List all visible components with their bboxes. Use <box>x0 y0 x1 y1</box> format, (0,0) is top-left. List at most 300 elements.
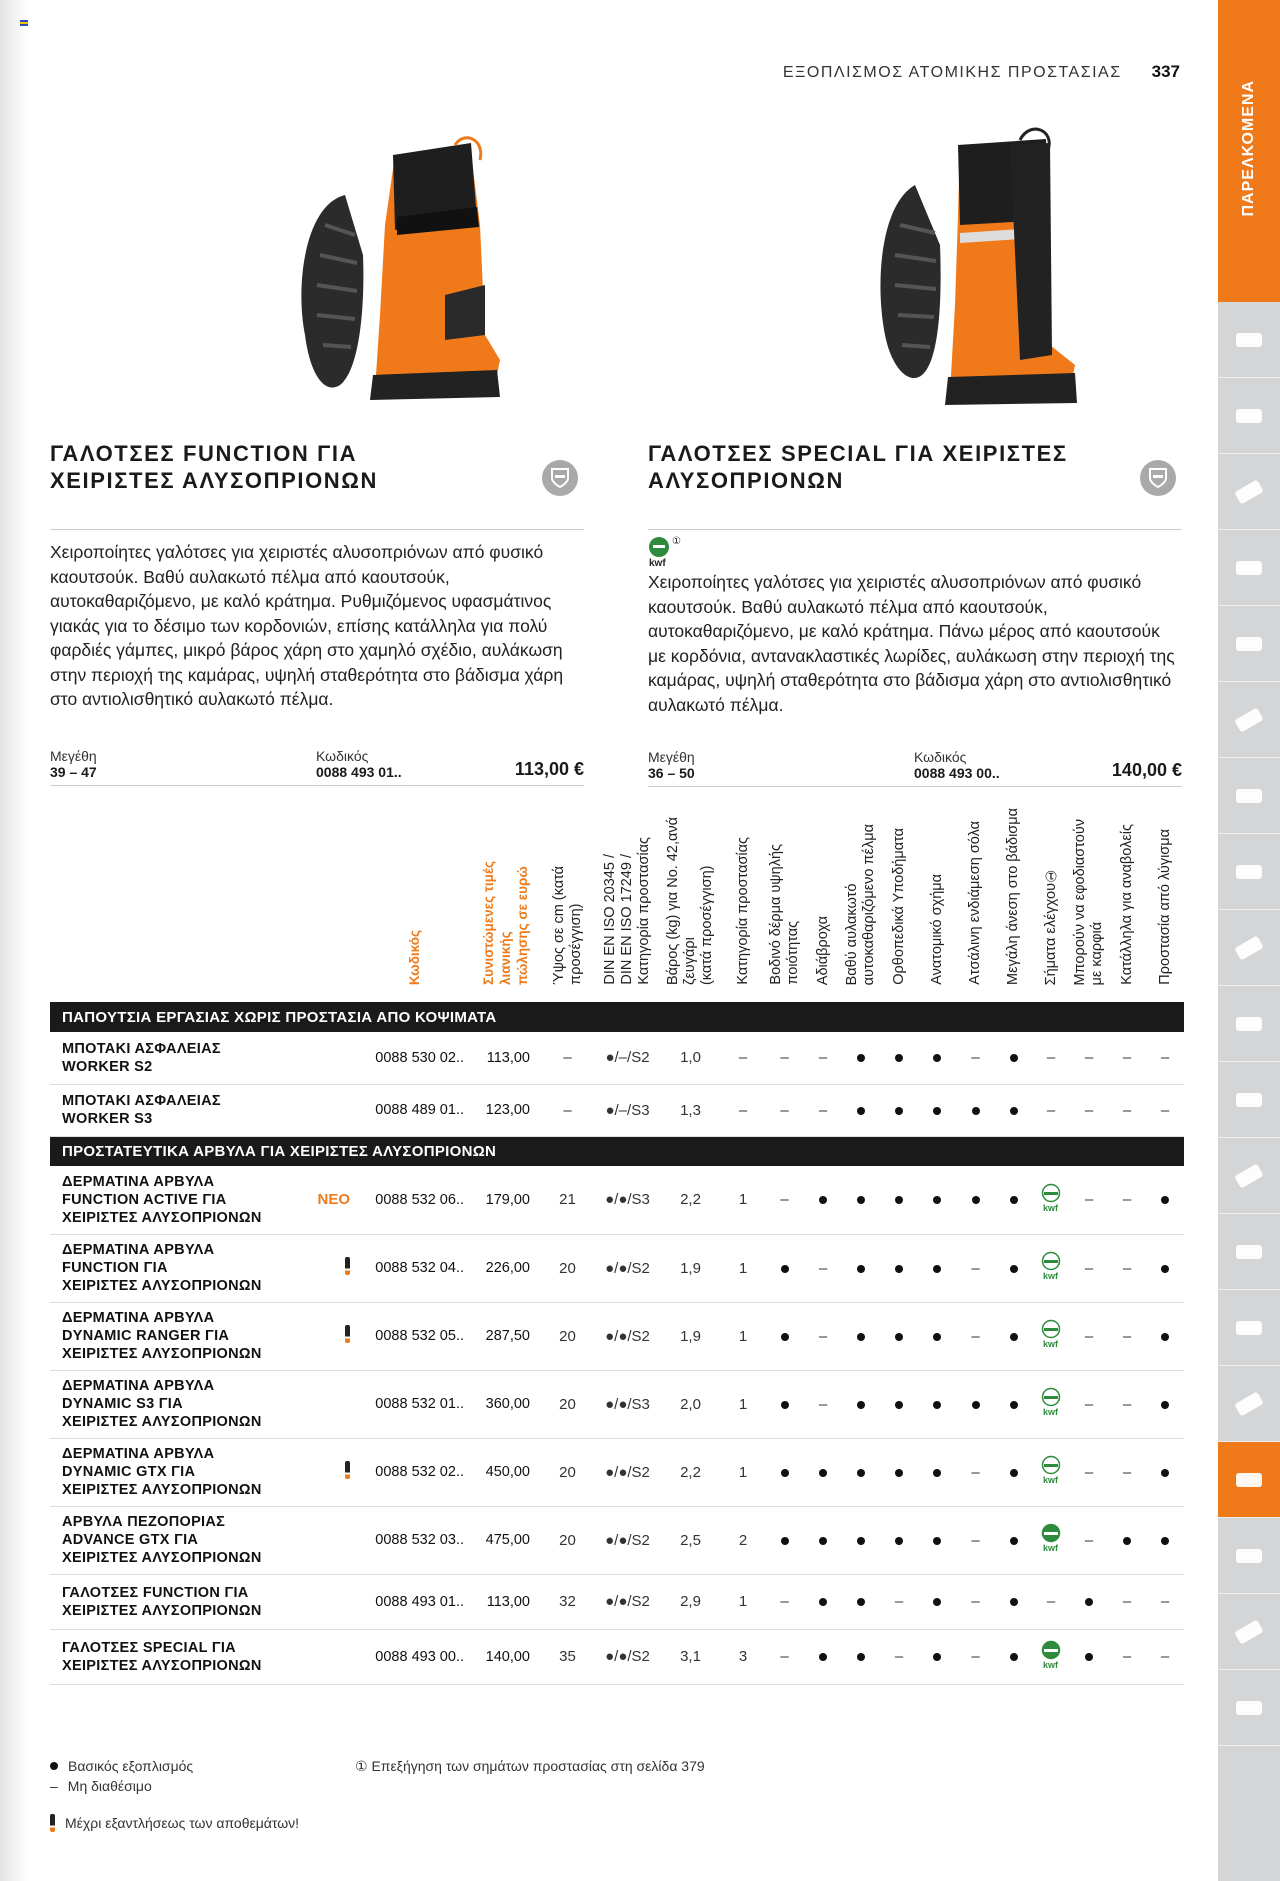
cell-value <box>995 1438 1032 1506</box>
running-header <box>783 62 1180 82</box>
cell-value: – <box>1070 1370 1108 1438</box>
dot-icon <box>1010 1054 1018 1062</box>
cell-value <box>995 1234 1032 1302</box>
cell-value <box>842 1574 880 1629</box>
dot-icon <box>933 1054 941 1062</box>
product-name: ΔΕΡΜΑΤΙΝΑ ΑΡΒΥΛΑ DYNAMIC GTX ΓΙΑ ΧΕΙΡΙΣΤΕΣ ΑΛΥΣΟΠΡΙΟΝΩΝ <box>50 1438 300 1506</box>
code-value: 0088 493 00.. <box>914 765 1000 781</box>
cell-value: – <box>956 1234 995 1302</box>
cell-value <box>804 1574 842 1629</box>
product-price: 113,00 <box>470 1574 540 1629</box>
cell-value: – <box>1108 1370 1146 1438</box>
cell-value <box>918 1234 956 1302</box>
table-header <box>50 780 1184 1002</box>
cell-value <box>995 1574 1032 1629</box>
cell-value <box>918 1302 956 1370</box>
cell-value <box>1032 1234 1070 1302</box>
legend-na <box>50 1778 152 1794</box>
cell-value <box>880 1234 918 1302</box>
cell-value <box>880 1084 918 1136</box>
kwf-icon <box>1040 1455 1062 1485</box>
col-header-text: Μεγάλη άνεση στο βάδισμα <box>1005 808 1021 985</box>
col-header-text: Βοδινό δέρμα υψηλής ποιότητας <box>767 844 801 985</box>
sidebar-item-lawn-mower[interactable] <box>1218 682 1280 758</box>
row-marker <box>300 1370 358 1438</box>
kwf-filled-icon <box>1040 1523 1062 1553</box>
product-name: ΜΠΟΤΑΚΙ ΑΣΦΑΛΕΙΑΣ WORKER S2 <box>50 1032 300 1084</box>
cell-value: – <box>1032 1032 1070 1084</box>
col-header-text: Ανατομικό σχήμα <box>928 874 945 985</box>
sidebar-item-hedge-cutter[interactable] <box>1218 530 1280 606</box>
footnote-mark: ① <box>672 536 681 547</box>
cell-value: – <box>1108 1302 1146 1370</box>
table-row <box>50 1166 1184 1234</box>
dot-icon <box>933 1537 941 1545</box>
dot-icon <box>857 1107 865 1115</box>
cell-value: – <box>540 1084 595 1136</box>
chapter-sidebar <box>1218 0 1280 1881</box>
cell-value: – <box>1032 1084 1070 1136</box>
dot-icon <box>933 1653 941 1661</box>
cell-value: – <box>721 1032 765 1084</box>
col-header-text: Βαθύ αυλακωτό αυτοκαθαριζόμενο πέλμα <box>844 823 877 985</box>
cell-value: 20 <box>540 1370 595 1438</box>
chainsaw-icon <box>1236 637 1262 651</box>
col-header-text: Προστασία από λύγισμα <box>1156 829 1173 985</box>
sidebar-title: ΠΑΡΕΛΚΟΜΕΝΑ <box>1240 80 1257 217</box>
cell-value <box>995 1302 1032 1370</box>
dash-icon: – <box>50 1778 58 1794</box>
svg-text:kwf: kwf <box>649 558 666 568</box>
cell-value <box>918 1574 956 1629</box>
sidebar-item-clothing[interactable] <box>1218 1442 1280 1518</box>
col-header <box>995 780 1032 1002</box>
col-header-text: Κατάλληλα για αναβολείς <box>1118 824 1135 985</box>
product-title-text: ΓΑΛΟΤΣΕΣ FUNCTION ΓΙΑ ΧΕΙΡΙΣΤΕΣ ΑΛΥΣΟΠΡΙΟΝΩΝ <box>50 441 379 493</box>
cell-value <box>1146 1438 1184 1506</box>
col-header-text: Κατηγορία προστασίας <box>734 837 751 985</box>
product-name: ΔΕΡΜΑΤΙΝΑ ΑΡΒΥΛΑ DYNAMIC S3 ΓΙΑ ΧΕΙΡΙΣΤΕΣ ΑΛΥΣΟΠΡΙΟΝΩΝ <box>50 1370 300 1438</box>
cell-value: 1 <box>721 1574 765 1629</box>
legend-stock <box>50 1814 299 1832</box>
cell-value <box>842 1032 880 1084</box>
cell-value: – <box>1070 1032 1108 1084</box>
cell-value: – <box>1070 1506 1108 1574</box>
product-description: Χειροποίητες γαλότσες για χειριστές αλυσοπριόνων από φυσικό καουτσούκ. Βαθύ αυλακωτό πέλμα από καουτσούκ, αυτοκαθαριζόμενο, με καλό κράτημα. Πάνω μέρος από καουτσούκ με κορδόνια, αντανακλαστικές λωρίδες, αυλάκωση στην περιοχή της καμάρας, υψηλή σταθερότητα στο βάδισμα χάρη στο αντιολισθητικό αυλακωτό πέλμα. <box>648 572 1175 715</box>
price: 113,00 € <box>514 758 584 779</box>
row-marker <box>300 1084 358 1136</box>
product-code: 0088 532 02.. <box>358 1438 470 1506</box>
row-marker <box>300 1234 358 1302</box>
cell-value: ●/–/S2 <box>595 1032 660 1084</box>
col-header-text: Βάρος (kg) για No. 42,ανά ζευγάρι (κατά προσέγγιση) <box>665 816 715 985</box>
section-title: ΕΞΟΠΛΙΣΜΟΣ ΑΤΟΜΙΚΗΣ ΠΡΟΣΤΑΣΙΑΣ <box>782 64 1122 81</box>
page-fold-shadow <box>0 0 28 1881</box>
cell-value: – <box>956 1629 995 1684</box>
svg-text:kwf: kwf <box>1043 1407 1059 1417</box>
table-row <box>50 1506 1184 1574</box>
col-header <box>660 780 721 1002</box>
cell-value: – <box>1108 1032 1146 1084</box>
product-code: 0088 493 01.. <box>358 1574 470 1629</box>
col-header <box>765 780 804 1002</box>
col-header-text: Αδιάβροχα <box>814 915 831 985</box>
section-header <box>50 1002 1184 1032</box>
product-code: 0088 489 01.. <box>358 1084 470 1136</box>
dot-icon <box>857 1469 865 1477</box>
dot-icon <box>1010 1333 1018 1341</box>
cell-value: 20 <box>540 1234 595 1302</box>
sidebar-chapter-tab[interactable] <box>1218 0 1280 302</box>
cell-value <box>1032 1438 1070 1506</box>
svg-text:kwf: kwf <box>1043 1475 1059 1485</box>
dot-icon <box>819 1196 827 1204</box>
col-header <box>918 780 956 1002</box>
sidebar-item-chainsaw[interactable] <box>1218 606 1280 682</box>
sidebar-item-sprayer[interactable] <box>1218 1290 1280 1366</box>
row-marker <box>300 1574 358 1629</box>
sizes-label: Μεγέθη <box>648 749 695 765</box>
cell-value <box>765 1370 804 1438</box>
dot-icon <box>1161 1401 1169 1409</box>
dot-icon <box>1123 1537 1131 1545</box>
cell-value: 20 <box>540 1506 595 1574</box>
product-title <box>50 440 584 530</box>
col-header-text: Ορθοπεδικά Υποδήματα <box>890 828 907 985</box>
cell-value: – <box>1146 1032 1184 1084</box>
cell-value <box>1146 1370 1184 1438</box>
product-title-text: ΓΑΛΟΤΣΕΣ SPECIAL ΓΙΑ ΧΕΙΡΙΣΤΕΣ ΑΛΥΣΟΠΡΙΟΝΩΝ <box>648 441 1068 493</box>
col-header <box>1146 780 1184 1002</box>
cell-value <box>995 1506 1032 1574</box>
cell-value: – <box>765 1084 804 1136</box>
col-header-text: Ύψος σε cm (κατά προσέγγιση) <box>550 866 584 985</box>
cell-value <box>1146 1302 1184 1370</box>
col-header <box>721 780 765 1002</box>
product-title <box>648 440 1182 530</box>
dot-icon <box>895 1054 903 1062</box>
cell-value <box>956 1166 995 1234</box>
dot-icon <box>972 1196 980 1204</box>
product-name: ΔΕΡΜΑΤΙΝΑ ΑΡΒΥΛΑ FUNCTION ACTIVE ΓΙΑ ΧΕΙΡΙΣΤΕΣ ΑΛΥΣΟΠΡΙΟΝΩΝ <box>50 1166 300 1234</box>
cell-value <box>995 1370 1032 1438</box>
cell-value: 1 <box>721 1166 765 1234</box>
cell-value <box>804 1629 842 1684</box>
legend-text: Μη διαθέσιμο <box>67 1778 152 1794</box>
table-row <box>50 1629 1184 1684</box>
cell-value: – <box>956 1574 995 1629</box>
cell-value <box>995 1629 1032 1684</box>
cell-value: 35 <box>540 1629 595 1684</box>
dot-icon <box>819 1469 827 1477</box>
cell-value: – <box>1108 1438 1146 1506</box>
sidebar-item-earth-auger[interactable] <box>1218 910 1280 986</box>
exclamation-icon <box>345 1325 350 1343</box>
dot-icon <box>972 1401 980 1409</box>
col-header-price <box>470 780 540 1002</box>
cell-value: ●/–/S3 <box>595 1084 660 1136</box>
sidebar-item-long-reach-trimmer[interactable] <box>1218 1138 1280 1214</box>
dot-icon <box>857 1333 865 1341</box>
sidebar-item-chainsaw[interactable] <box>1218 378 1280 454</box>
cell-value: 1,9 <box>660 1302 721 1370</box>
cell-value: ●/●/S2 <box>595 1506 660 1574</box>
dot-icon <box>857 1598 865 1606</box>
cell-value <box>842 1438 880 1506</box>
cell-value <box>1108 1506 1146 1574</box>
product-code: 0088 530 02.. <box>358 1032 470 1084</box>
dot-icon <box>1010 1401 1018 1409</box>
col-header-code <box>358 780 470 1002</box>
legend-basic <box>50 1758 193 1774</box>
cell-value: – <box>1070 1166 1108 1234</box>
kwf-filled-icon <box>1040 1640 1062 1670</box>
col-header-text: Κωδικός <box>406 929 422 985</box>
dot-icon <box>933 1107 941 1115</box>
cell-value: – <box>804 1032 842 1084</box>
tiller-icon <box>1236 865 1262 879</box>
lawn-mower-icon <box>1234 707 1264 732</box>
dot-icon <box>1010 1537 1018 1545</box>
cell-value: 2,5 <box>660 1506 721 1574</box>
dot-icon <box>933 1333 941 1341</box>
sidebar-item-pole-pruner[interactable] <box>1218 454 1280 530</box>
cell-value <box>995 1084 1032 1136</box>
product-code: 0088 532 05.. <box>358 1302 470 1370</box>
dot-icon <box>781 1401 789 1409</box>
dot-icon <box>781 1469 789 1477</box>
kwf-icon <box>648 536 672 568</box>
cell-value: 1 <box>721 1438 765 1506</box>
cell-value <box>804 1506 842 1574</box>
col-header <box>956 780 995 1002</box>
dot-icon <box>781 1537 789 1545</box>
product-name: ΔΕΡΜΑΤΙΝΑ ΑΡΒΥΛΑ DYNAMIC RANGER ΓΙΑ ΧΕΙΡΙΣΤΕΣ ΑΛΥΣΟΠΡΙΟΝΩΝ <box>50 1302 300 1370</box>
cell-value <box>956 1370 995 1438</box>
new-badge: ΝΕΟ <box>317 1191 350 1209</box>
sidebar-item-blower[interactable] <box>1218 1214 1280 1290</box>
cell-value: 1,9 <box>660 1234 721 1302</box>
col-header <box>880 780 918 1002</box>
cell-value: – <box>1146 1084 1184 1136</box>
cell-value: – <box>1108 1166 1146 1234</box>
dot-icon <box>781 1333 789 1341</box>
cell-value: 1 <box>721 1234 765 1302</box>
sidebar-item-axe[interactable] <box>1218 1594 1280 1670</box>
cell-value: – <box>765 1032 804 1084</box>
cell-value: – <box>1070 1438 1108 1506</box>
cell-value: – <box>1146 1574 1184 1629</box>
cell-value: 3 <box>721 1629 765 1684</box>
svg-text:kwf: kwf <box>1043 1339 1059 1349</box>
cell-value: 32 <box>540 1574 595 1629</box>
dot-icon <box>972 1107 980 1115</box>
long-reach-trimmer-icon <box>1234 1163 1264 1188</box>
table-row <box>50 1574 1184 1629</box>
cell-value: 2,9 <box>660 1574 721 1629</box>
product-name: ΔΕΡΜΑΤΙΝΑ ΑΡΒΥΛΑ FUNCTION ΓΙΑ ΧΕΙΡΙΣΤΕΣ ΑΛΥΣΟΠΡΙΟΝΩΝ <box>50 1234 300 1302</box>
toolbox-icon <box>1236 1549 1262 1563</box>
legend-text: Μέχρι εξαντλήσεως των αποθεμάτων! <box>65 1815 300 1831</box>
cut-off-machine-icon <box>1236 1017 1262 1031</box>
cell-value: ●/●/S2 <box>595 1234 660 1302</box>
cell-value <box>804 1438 842 1506</box>
cell-value: – <box>1108 1574 1146 1629</box>
table-row <box>50 1234 1184 1302</box>
sidebar-item-robotic-mower[interactable] <box>1218 1062 1280 1138</box>
cell-value: ●/●/S3 <box>595 1166 660 1234</box>
product-code: 0088 493 00.. <box>358 1629 470 1684</box>
dot-icon <box>933 1265 941 1273</box>
cell-value: 1 <box>721 1302 765 1370</box>
axe-icon <box>1234 1619 1264 1644</box>
clothing-icon <box>1236 1473 1262 1487</box>
dot-icon <box>857 1653 865 1661</box>
cell-value: – <box>1070 1302 1108 1370</box>
cell-value <box>1032 1506 1070 1574</box>
cell-value <box>842 1166 880 1234</box>
storage-box-icon <box>1234 1391 1264 1416</box>
kwf-badge <box>648 536 1182 570</box>
cell-value: – <box>765 1574 804 1629</box>
cell-value <box>1146 1166 1184 1234</box>
product-price: 179,00 <box>470 1166 540 1234</box>
cell-value: – <box>804 1370 842 1438</box>
cell-value <box>842 1302 880 1370</box>
kwf-icon <box>1040 1251 1062 1281</box>
cell-value: ●/●/S2 <box>595 1302 660 1370</box>
cell-value: – <box>1070 1234 1108 1302</box>
exclamation-icon <box>50 1814 55 1832</box>
dot-icon <box>933 1196 941 1204</box>
cell-value <box>918 1166 956 1234</box>
cell-value <box>1070 1629 1108 1684</box>
sidebar-item-brush-cutter[interactable] <box>1218 758 1280 834</box>
product-price: 226,00 <box>470 1234 540 1302</box>
dot-icon <box>819 1537 827 1545</box>
product-code: 0088 532 06.. <box>358 1166 470 1234</box>
cell-value <box>842 1234 880 1302</box>
product-price: 287,50 <box>470 1302 540 1370</box>
cell-value: 1 <box>721 1370 765 1438</box>
dot-icon <box>1010 1107 1018 1115</box>
dot-icon <box>1161 1265 1169 1273</box>
dot-icon <box>895 1107 903 1115</box>
boot-function-image <box>285 135 510 435</box>
dot-icon <box>857 1054 865 1062</box>
shield-icon <box>1140 460 1176 496</box>
cell-value <box>1032 1370 1070 1438</box>
kwf-icon <box>1040 1387 1062 1417</box>
legend-text: Βασικός εξοπλισμός <box>68 1758 194 1774</box>
robotic-mower-icon <box>1236 1093 1262 1107</box>
col-header-text: Ατσάλινη ενδιάμεση σόλα <box>967 821 983 985</box>
cell-value <box>880 1370 918 1438</box>
kwf-icon <box>1040 1183 1062 1213</box>
cell-value <box>1146 1234 1184 1302</box>
dot-icon <box>895 1401 903 1409</box>
col-header <box>1070 780 1108 1002</box>
exclamation-icon <box>345 1461 350 1479</box>
cell-value <box>765 1506 804 1574</box>
product-function <box>50 440 584 786</box>
sidebar-item-tiller[interactable] <box>1218 834 1280 910</box>
dot-icon <box>857 1196 865 1204</box>
dot-icon <box>895 1469 903 1477</box>
cell-value <box>765 1302 804 1370</box>
legend-text: ① Επεξήγηση των σημάτων προστασίας στη σελίδα 379 <box>355 1758 705 1774</box>
product-price: 475,00 <box>470 1506 540 1574</box>
earth-auger-icon <box>1234 935 1264 960</box>
chainsaw-icon <box>1236 409 1262 423</box>
row-marker <box>300 1506 358 1574</box>
cell-value: 1,3 <box>660 1084 721 1136</box>
cell-value: 3,1 <box>660 1629 721 1684</box>
dot-icon <box>933 1469 941 1477</box>
cell-value <box>995 1032 1032 1084</box>
cell-value <box>804 1166 842 1234</box>
dot-icon <box>1010 1469 1018 1477</box>
cell-value: ●/●/S2 <box>595 1629 660 1684</box>
dot-icon <box>1010 1265 1018 1273</box>
section-title: ΠΑΠΟΥΤΣΙΑ ΕΡΓΑΣΙΑΣ ΧΩΡΙΣ ΠΡΟΣΤΑΣΙΑ ΑΠΟ ΚΟΨΙΜΑΤΑ <box>50 1002 1184 1032</box>
cell-value <box>918 1370 956 1438</box>
price: 140,00 € <box>1111 760 1182 780</box>
cell-value: – <box>804 1302 842 1370</box>
col-header <box>1032 780 1070 1002</box>
row-marker <box>300 1302 358 1370</box>
dot-icon <box>1085 1653 1093 1661</box>
cell-value <box>1070 1574 1108 1629</box>
sidebar-item-toolbox[interactable] <box>1218 1518 1280 1594</box>
dot-icon <box>933 1598 941 1606</box>
dot-icon <box>1085 1598 1093 1606</box>
sidebar-item-storage-box[interactable] <box>1218 1366 1280 1442</box>
cell-value <box>1032 1302 1070 1370</box>
dot-icon <box>1010 1598 1018 1606</box>
cell-value <box>918 1438 956 1506</box>
cell-value: – <box>956 1032 995 1084</box>
sidebar-item-spray-bottle[interactable] <box>1218 1670 1280 1746</box>
cell-value <box>842 1370 880 1438</box>
cell-value: – <box>721 1084 765 1136</box>
cell-value <box>918 1032 956 1084</box>
table-row <box>50 1370 1184 1438</box>
product-description: Χειροποίητες γαλότσες για χειριστές αλυσοπριόνων από φυσικό καουτσούκ. Βαθύ αυλακωτό πέλμα από καουτσούκ, αυτοκαθαριζόμενο, με καλό κράτημα. Ρυθμιζόμενος υφασμάτινος γιακάς για το δέσιμο των κορδονιών, επίσης κατάλληλα για πολύ φαρδιές γάμπες, μικρό βάρος χάρη στο χαμηλό σχέδιο, αυλάκωση στην περιοχή της καμάρας, υψηλή σταθερότητα στο βάδισμα χάρη στο αντιολισθητικό αυλακωτό πέλμα. <box>50 542 564 709</box>
dot-icon <box>857 1265 865 1273</box>
product-code: 0088 532 03.. <box>358 1506 470 1574</box>
code-label: Κωδικός <box>316 747 369 764</box>
svg-text:kwf: kwf <box>1043 1271 1059 1281</box>
cell-value: – <box>804 1234 842 1302</box>
brush-cutter-icon <box>1236 789 1262 803</box>
sidebar-item-battery[interactable] <box>1218 302 1280 378</box>
cell-value <box>995 1166 1032 1234</box>
product-name: ΓΑΛΟΤΣΕΣ FUNCTION ΓΙΑ ΧΕΙΡΙΣΤΕΣ ΑΛΥΣΟΠΡΙΟΝΩΝ <box>50 1574 300 1629</box>
cell-value: – <box>956 1438 995 1506</box>
cell-value <box>918 1506 956 1574</box>
cell-value <box>765 1234 804 1302</box>
cell-value <box>842 1506 880 1574</box>
row-marker <box>300 1438 358 1506</box>
col-header-text: Σήματα ελέγχου① <box>1042 866 1059 985</box>
product-name: ΜΠΟΤΑΚΙ ΑΣΦΑΛΕΙΑΣ WORKER S3 <box>50 1084 300 1136</box>
cell-value <box>1032 1629 1070 1684</box>
dot-icon <box>1161 1196 1169 1204</box>
page-number: 337 <box>1151 62 1180 81</box>
product-price: 450,00 <box>470 1438 540 1506</box>
sidebar-item-cut-off-machine[interactable] <box>1218 986 1280 1062</box>
